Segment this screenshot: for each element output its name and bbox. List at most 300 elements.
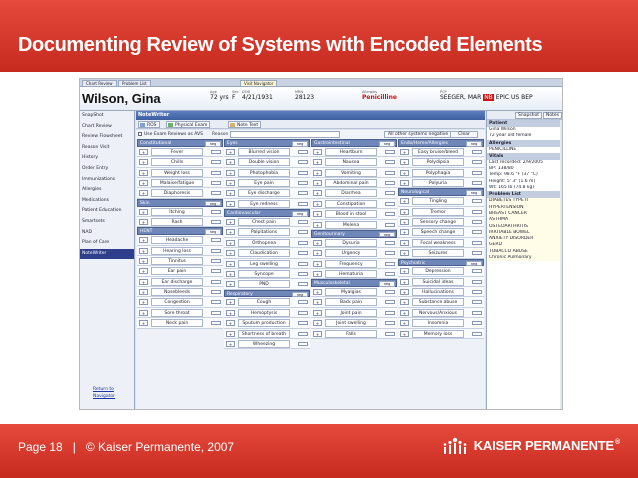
- negative-toggle[interactable]: [385, 290, 395, 294]
- negative-toggle[interactable]: [385, 202, 395, 206]
- negative-toggle[interactable]: [385, 223, 395, 227]
- negative-toggle[interactable]: [211, 300, 221, 304]
- section-neg-button[interactable]: neg: [292, 292, 308, 298]
- positive-toggle[interactable]: +: [226, 170, 235, 176]
- positive-toggle[interactable]: +: [139, 299, 148, 305]
- negative-toggle[interactable]: [298, 171, 308, 175]
- negative-toggle[interactable]: [298, 181, 308, 185]
- negative-toggle[interactable]: [472, 321, 482, 325]
- ros-symptom-button[interactable]: Weight loss: [151, 169, 203, 177]
- ros-section-title: Neurological: [401, 190, 430, 196]
- negative-toggle[interactable]: [385, 262, 395, 266]
- sidebar-item-chart-review[interactable]: Chart Review: [82, 123, 112, 129]
- positive-toggle[interactable]: +: [226, 149, 235, 155]
- negative-toggle[interactable]: [385, 332, 395, 336]
- negative-toggle[interactable]: [211, 321, 221, 325]
- ros-symptom-button[interactable]: Shortness of breath: [238, 330, 290, 338]
- ros-row: [311, 238, 397, 248]
- ros-row: [398, 157, 484, 167]
- footer-text: Page 18 | © Kaiser Permanente, 2007: [18, 440, 235, 454]
- tab-visit-navigator[interactable]: Visit Navigator: [240, 80, 277, 87]
- vitals-section-line: Last recorded: 2/9/2005: [489, 159, 543, 165]
- positive-toggle[interactable]: +: [226, 180, 235, 186]
- ros-symptom-button[interactable]: Sensory change: [412, 218, 464, 226]
- ros-row: [311, 329, 397, 339]
- ros-symptom-button[interactable]: Eye discharge: [238, 189, 290, 197]
- ros-symptom-button[interactable]: Substance abuse: [412, 298, 464, 306]
- ros-symptom-button[interactable]: Malaise/fatigue: [151, 179, 203, 187]
- positive-toggle[interactable]: +: [139, 248, 148, 254]
- ros-symptom-button[interactable]: Urgency: [325, 249, 377, 257]
- negative-toggle[interactable]: [298, 342, 308, 346]
- negative-toggle[interactable]: [472, 251, 482, 255]
- ros-symptom-button[interactable]: Suicidal ideas: [412, 278, 464, 286]
- ros-symptom-button[interactable]: Hemoptysis: [238, 309, 290, 317]
- positive-toggle[interactable]: +: [226, 229, 235, 235]
- ros-symptom-button[interactable]: Speech change: [412, 228, 464, 236]
- ros-symptom-button[interactable]: Sore throat: [151, 309, 203, 317]
- positive-toggle[interactable]: +: [139, 258, 148, 264]
- ros-symptom-button[interactable]: Polyuria: [412, 179, 464, 187]
- ros-symptom-button[interactable]: Back pain: [325, 298, 377, 306]
- ros-symptom-button[interactable]: Cough: [238, 298, 290, 306]
- positive-toggle[interactable]: +: [400, 198, 409, 204]
- negative-toggle[interactable]: [385, 150, 395, 154]
- ros-row: [398, 248, 484, 258]
- positive-toggle[interactable]: +: [400, 289, 409, 295]
- sidebar-item-medications[interactable]: Medications: [82, 197, 109, 203]
- ros-symptom-button[interactable]: Melena: [325, 221, 377, 229]
- negative-toggle[interactable]: [472, 220, 482, 224]
- ros-symptom-button[interactable]: Orthopnea: [238, 239, 290, 247]
- negative-toggle[interactable]: [472, 290, 482, 294]
- positive-toggle[interactable]: +: [400, 180, 409, 186]
- positive-toggle[interactable]: +: [226, 250, 235, 256]
- positive-toggle[interactable]: +: [313, 149, 322, 155]
- positive-toggle[interactable]: +: [313, 271, 322, 277]
- section-neg-button[interactable]: neg: [379, 141, 395, 147]
- clear-button[interactable]: Clear: [450, 131, 478, 138]
- ros-symptom-button[interactable]: Wheezing: [238, 340, 290, 348]
- negative-toggle[interactable]: [472, 150, 482, 154]
- ros-section-header: [224, 139, 310, 147]
- ros-symptom-button[interactable]: Blurred vision: [238, 148, 290, 156]
- negative-toggle[interactable]: [211, 171, 221, 175]
- positive-toggle[interactable]: +: [400, 229, 409, 235]
- sidebar-item-reason-visit[interactable]: Reason Visit: [82, 144, 110, 150]
- negative-toggle[interactable]: [385, 191, 395, 195]
- ros-symptom-button[interactable]: Headache: [151, 236, 203, 244]
- positive-toggle[interactable]: +: [400, 331, 409, 337]
- negative-toggle[interactable]: [298, 332, 308, 336]
- ros-symptom-button[interactable]: Falls: [325, 330, 377, 338]
- ros-column: [137, 139, 223, 329]
- positive-toggle[interactable]: +: [400, 250, 409, 256]
- sidebar-item-allergies[interactable]: Allergies: [82, 187, 102, 193]
- positive-toggle[interactable]: +: [139, 219, 148, 225]
- vitals-section-line: BP: 138/80: [489, 166, 514, 172]
- negative-toggle[interactable]: [298, 191, 308, 195]
- negative-toggle[interactable]: [472, 280, 482, 284]
- problem-list-section-line: BREAST CANCER: [489, 210, 527, 216]
- section-neg-button[interactable]: neg: [379, 281, 395, 287]
- negative-toggle[interactable]: [298, 300, 308, 304]
- positive-toggle[interactable]: +: [139, 159, 148, 165]
- negative-toggle[interactable]: [211, 191, 221, 195]
- ros-symptom-button[interactable]: Polydipsia: [412, 158, 464, 166]
- patient-pcp: PCP SEEGER, MAR NB EPIC US BEP: [440, 90, 533, 101]
- ros-symptom-button[interactable]: Diaphoresis: [151, 189, 203, 197]
- negative-toggle[interactable]: [211, 311, 221, 315]
- positive-toggle[interactable]: +: [226, 281, 235, 287]
- ros-section-header: [311, 279, 397, 287]
- positive-toggle[interactable]: +: [313, 170, 322, 176]
- ros-symptom-button[interactable]: Ear discharge: [151, 278, 203, 286]
- positive-toggle[interactable]: +: [400, 219, 409, 225]
- negative-toggle[interactable]: [472, 269, 482, 273]
- negative-toggle[interactable]: [472, 241, 482, 245]
- positive-toggle[interactable]: +: [139, 310, 148, 316]
- sidebar-item-patient-education[interactable]: Patient Education: [82, 208, 122, 214]
- negative-toggle[interactable]: [211, 160, 221, 164]
- positive-toggle[interactable]: +: [400, 170, 409, 176]
- negative-toggle[interactable]: [211, 269, 221, 273]
- positive-toggle[interactable]: +: [139, 320, 148, 326]
- negative-toggle[interactable]: [298, 282, 308, 286]
- ros-symptom-button[interactable]: Neck pain: [151, 319, 203, 327]
- ros-symptom-button[interactable]: Focal weakness: [412, 239, 464, 247]
- ros-symptom-button[interactable]: Leg swelling: [238, 260, 290, 268]
- ros-row: [137, 157, 223, 167]
- sidebar-item-smartsets[interactable]: Smartsets: [82, 218, 105, 224]
- positive-toggle[interactable]: +: [313, 320, 322, 326]
- positive-toggle[interactable]: +: [400, 310, 409, 316]
- negative-toggle[interactable]: [298, 160, 308, 164]
- patient-section: [487, 120, 563, 140]
- section-neg-button[interactable]: neg: [205, 201, 221, 207]
- vitals-section-header[interactable]: Vitals: [487, 153, 563, 160]
- ros-section-title: Musculoskeletal: [314, 281, 350, 287]
- ros-symptom-button[interactable]: Tremor: [412, 208, 464, 216]
- ros-symptom-button[interactable]: Vomiting: [325, 169, 377, 177]
- ros-symptom-button[interactable]: Memory loss: [412, 330, 464, 338]
- section-neg-button[interactable]: neg: [205, 229, 221, 235]
- positive-toggle[interactable]: +: [313, 310, 322, 316]
- ros-symptom-button[interactable]: Claudication: [238, 249, 290, 257]
- ros-symptom-button[interactable]: Itching: [151, 208, 203, 216]
- negative-toggle[interactable]: [385, 272, 395, 276]
- negative-toggle[interactable]: [385, 181, 395, 185]
- positive-toggle[interactable]: +: [226, 320, 235, 326]
- ros-button[interactable]: ROS: [138, 121, 160, 128]
- ros-symptom-button[interactable]: Chills: [151, 158, 203, 166]
- positive-toggle[interactable]: +: [139, 289, 148, 295]
- section-neg-button[interactable]: neg: [292, 211, 308, 217]
- ros-symptom-button[interactable]: Nausea: [325, 158, 377, 166]
- negative-toggle[interactable]: [472, 160, 482, 164]
- ros-row: [224, 318, 310, 328]
- negative-toggle[interactable]: [298, 251, 308, 255]
- ros-row: [224, 259, 310, 269]
- ros-symptom-button[interactable]: Diarrhea: [325, 189, 377, 197]
- ros-symptom-button[interactable]: Dysuria: [325, 239, 377, 247]
- ros-symptom-button[interactable]: Hearing loss: [151, 247, 203, 255]
- ros-symptom-button[interactable]: PND: [238, 280, 290, 288]
- tab-notes[interactable]: Notes: [543, 112, 562, 119]
- ros-symptom-button[interactable]: Depression: [412, 267, 464, 275]
- positive-toggle[interactable]: +: [313, 222, 322, 228]
- positive-toggle[interactable]: +: [226, 190, 235, 196]
- positive-toggle[interactable]: +: [139, 180, 148, 186]
- sidebar-item-notewriter[interactable]: NoteWriter: [80, 249, 134, 260]
- sidebar-item-review-flowsheet[interactable]: Review Flowsheet: [82, 134, 123, 140]
- return-link[interactable]: Return to: [93, 387, 114, 392]
- positive-toggle[interactable]: +: [139, 170, 148, 176]
- navigator-link[interactable]: Navigator: [93, 394, 116, 399]
- ros-symptom-button[interactable]: Ear pain: [151, 267, 203, 275]
- ros-section-header: [137, 227, 223, 235]
- positive-toggle[interactable]: +: [226, 271, 235, 277]
- ros-symptom-button[interactable]: Constipation: [325, 200, 377, 208]
- patient-name: Wilson, Gina: [82, 91, 161, 106]
- negative-toggle[interactable]: [211, 181, 221, 185]
- ros-row: [137, 178, 223, 188]
- negative-toggle[interactable]: [472, 230, 482, 234]
- problem-list-section-line: TOBACCO ABUSE: [489, 248, 528, 254]
- ros-row: [398, 178, 484, 188]
- kp-symbol-icon: [440, 434, 470, 456]
- sidebar-item-snapshot[interactable]: SnapShot: [82, 113, 104, 118]
- all-systems-negative-button[interactable]: All other systems negative: [384, 131, 452, 138]
- sidebar-item-order-entry[interactable]: Order Entry: [82, 165, 109, 171]
- ros-symptom-button[interactable]: Rash: [151, 218, 203, 226]
- positive-toggle[interactable]: +: [400, 149, 409, 155]
- ros-symptom-button[interactable]: Double vision: [238, 158, 290, 166]
- positive-toggle[interactable]: +: [226, 261, 235, 267]
- ros-row: [311, 178, 397, 188]
- positive-toggle[interactable]: +: [400, 159, 409, 165]
- ros-row: [224, 329, 310, 339]
- ros-symptom-button[interactable]: Seizures: [412, 249, 464, 257]
- negative-toggle[interactable]: [472, 171, 482, 175]
- negative-toggle[interactable]: [472, 311, 482, 315]
- negative-toggle[interactable]: [211, 150, 221, 154]
- section-neg-button[interactable]: neg: [466, 141, 482, 147]
- ros-section-title: Cardiovascular: [227, 211, 261, 217]
- ros-symptom-button[interactable]: Abdominal pain: [325, 179, 377, 187]
- ros-symptom-button[interactable]: Polyphagia: [412, 169, 464, 177]
- section-neg-button[interactable]: neg: [379, 232, 395, 238]
- snapshot-pane: [486, 111, 563, 410]
- ros-symptom-button[interactable]: Insomnia: [412, 319, 464, 327]
- negative-toggle[interactable]: [298, 262, 308, 266]
- allergies-section-header[interactable]: Allergies: [487, 140, 563, 147]
- ros-symptom-button[interactable]: Nosebleeds: [151, 288, 203, 296]
- positive-toggle[interactable]: +: [313, 240, 322, 246]
- ros-symptom-button[interactable]: Congestion: [151, 298, 203, 306]
- positive-toggle[interactable]: +: [313, 159, 322, 165]
- ros-symptom-button[interactable]: Sputum production: [238, 319, 290, 327]
- reason-input[interactable]: [230, 131, 340, 138]
- section-neg-button[interactable]: neg: [466, 190, 482, 196]
- problem-list-section-line: DIABETES TYPE II: [489, 198, 528, 204]
- ros-row: [398, 277, 484, 287]
- positive-toggle[interactable]: +: [313, 299, 322, 305]
- ros-symptom-button[interactable]: Tinnitus: [151, 257, 203, 265]
- use-exam-checkbox[interactable]: [138, 132, 142, 136]
- negative-toggle[interactable]: [298, 321, 308, 325]
- positive-toggle[interactable]: +: [226, 240, 235, 246]
- ros-symptom-button[interactable]: Hematuria: [325, 270, 377, 278]
- negative-toggle[interactable]: [298, 202, 308, 206]
- sidebar-item-history[interactable]: History: [82, 155, 99, 161]
- positive-toggle[interactable]: +: [226, 331, 235, 337]
- ros-column: [311, 139, 397, 339]
- positive-toggle[interactable]: +: [400, 279, 409, 285]
- patient-allergies: Allergies Penicilline: [362, 90, 397, 101]
- negative-toggle[interactable]: [385, 311, 395, 315]
- negative-toggle[interactable]: [385, 321, 395, 325]
- ros-row: [311, 259, 397, 269]
- ros-symptom-button[interactable]: Myalgias: [325, 288, 377, 296]
- positive-toggle[interactable]: +: [226, 159, 235, 165]
- slide-header: [0, 0, 638, 72]
- problem-list-section-header[interactable]: Problem List: [487, 191, 563, 198]
- positive-toggle[interactable]: +: [226, 310, 235, 316]
- positive-toggle[interactable]: +: [226, 201, 235, 207]
- ros-row: [224, 217, 310, 227]
- ros-symptom-button[interactable]: Frequency: [325, 260, 377, 268]
- ros-symptom-button[interactable]: Chest pain: [238, 218, 290, 226]
- patient-age: Age 72 yrs: [210, 90, 229, 101]
- negative-toggle[interactable]: [298, 230, 308, 234]
- positive-toggle[interactable]: +: [139, 209, 148, 215]
- note-text-button[interactable]: Note Text: [228, 121, 261, 128]
- ros-row: [137, 308, 223, 318]
- ros-symptom-button[interactable]: Photophobia: [238, 169, 290, 177]
- ros-row: [137, 256, 223, 266]
- negative-toggle[interactable]: [298, 220, 308, 224]
- ros-symptom-button[interactable]: Nervous/Anxious: [412, 309, 464, 317]
- ros-row: [137, 217, 223, 227]
- ros-symptom-button[interactable]: Tingling: [412, 197, 464, 205]
- positive-toggle[interactable]: +: [139, 268, 148, 274]
- sidebar-item-nad[interactable]: NAD: [82, 229, 92, 235]
- ros-row: [398, 207, 484, 217]
- positive-toggle[interactable]: +: [313, 261, 322, 267]
- positive-toggle[interactable]: +: [226, 299, 235, 305]
- negative-toggle[interactable]: [211, 249, 221, 253]
- negative-toggle[interactable]: [298, 241, 308, 245]
- positive-toggle[interactable]: +: [313, 211, 322, 217]
- ros-symptom-button[interactable]: Joint swelling: [325, 319, 377, 327]
- section-neg-button[interactable]: neg: [205, 141, 221, 147]
- ros-row: [398, 227, 484, 237]
- positive-toggle[interactable]: +: [400, 320, 409, 326]
- allergies-section: [487, 140, 563, 153]
- snapshot-scrollbar[interactable]: [560, 120, 563, 410]
- negative-toggle[interactable]: [385, 171, 395, 175]
- ros-symptom-button[interactable]: Palpitations: [238, 228, 290, 236]
- slide-title: Documenting Review of Systems with Encoded Elements: [18, 34, 543, 56]
- ros-symptom-button[interactable]: Eye pain: [238, 179, 290, 187]
- negative-toggle[interactable]: [385, 241, 395, 245]
- ros-symptom-button[interactable]: Fever: [151, 148, 203, 156]
- positive-toggle[interactable]: +: [400, 209, 409, 215]
- sidebar-item-plan-of-care[interactable]: Plan of Care: [82, 240, 110, 246]
- ros-row: [137, 168, 223, 178]
- negative-toggle[interactable]: [385, 251, 395, 255]
- positive-toggle[interactable]: +: [226, 219, 235, 225]
- section-neg-button[interactable]: neg: [466, 261, 482, 267]
- positive-toggle[interactable]: +: [139, 149, 148, 155]
- negative-toggle[interactable]: [211, 238, 221, 242]
- positive-toggle[interactable]: +: [313, 180, 322, 186]
- positive-toggle[interactable]: +: [313, 201, 322, 207]
- negative-toggle[interactable]: [472, 300, 482, 304]
- negative-toggle[interactable]: [298, 272, 308, 276]
- negative-toggle[interactable]: [211, 259, 221, 263]
- physical-exam-button[interactable]: Physical Exam: [166, 121, 210, 128]
- ros-symptom-button[interactable]: Blood in stool: [325, 210, 377, 218]
- positive-toggle[interactable]: +: [139, 237, 148, 243]
- negative-toggle[interactable]: [472, 199, 482, 203]
- snapshot-tabs: [487, 111, 563, 120]
- ros-section-title: Genitourinary: [314, 231, 345, 237]
- positive-toggle[interactable]: +: [400, 240, 409, 246]
- ros-symptom-button[interactable]: Joint pain: [325, 309, 377, 317]
- negative-toggle[interactable]: [211, 220, 221, 224]
- sidebar-item-immunizations[interactable]: Immunizations: [82, 176, 116, 182]
- page-number: Page 18: [18, 440, 63, 454]
- ros-grid: [136, 139, 485, 410]
- negative-toggle[interactable]: [385, 160, 395, 164]
- negative-toggle[interactable]: [385, 212, 395, 216]
- ros-row: [398, 147, 484, 157]
- ros-symptom-button[interactable]: Eye redness: [238, 200, 290, 208]
- negative-toggle[interactable]: [472, 181, 482, 185]
- positive-toggle[interactable]: +: [400, 268, 409, 274]
- section-neg-button[interactable]: neg: [292, 141, 308, 147]
- negative-toggle[interactable]: [298, 150, 308, 154]
- ros-symptom-button[interactable]: Hallucinations: [412, 288, 464, 296]
- negative-toggle[interactable]: [211, 280, 221, 284]
- positive-toggle[interactable]: +: [313, 289, 322, 295]
- negative-toggle[interactable]: [298, 311, 308, 315]
- tab-chart-review[interactable]: Chart Review: [82, 80, 117, 87]
- negative-toggle[interactable]: [385, 300, 395, 304]
- positive-toggle[interactable]: +: [313, 331, 322, 337]
- positive-toggle[interactable]: +: [400, 299, 409, 305]
- negative-toggle[interactable]: [472, 332, 482, 336]
- negative-toggle[interactable]: [211, 210, 221, 214]
- positive-toggle[interactable]: +: [139, 190, 148, 196]
- patient-section-header[interactable]: Patient: [487, 120, 563, 127]
- positive-toggle[interactable]: +: [313, 190, 322, 196]
- ros-row: [224, 147, 310, 157]
- positive-toggle[interactable]: +: [226, 341, 235, 347]
- ros-section-header: [224, 209, 310, 217]
- ros-symptom-button[interactable]: Heartburn: [325, 148, 377, 156]
- positive-toggle[interactable]: +: [313, 250, 322, 256]
- tab-problem-list[interactable]: Problem List: [118, 80, 151, 87]
- negative-toggle[interactable]: [472, 210, 482, 214]
- negative-toggle[interactable]: [211, 290, 221, 294]
- ros-symptom-button[interactable]: Easy bruise/bleed: [412, 148, 464, 156]
- tab-snapshot[interactable]: Snapshot: [515, 112, 542, 119]
- ros-symptom-button[interactable]: Syncope: [238, 270, 290, 278]
- positive-toggle[interactable]: +: [139, 279, 148, 285]
